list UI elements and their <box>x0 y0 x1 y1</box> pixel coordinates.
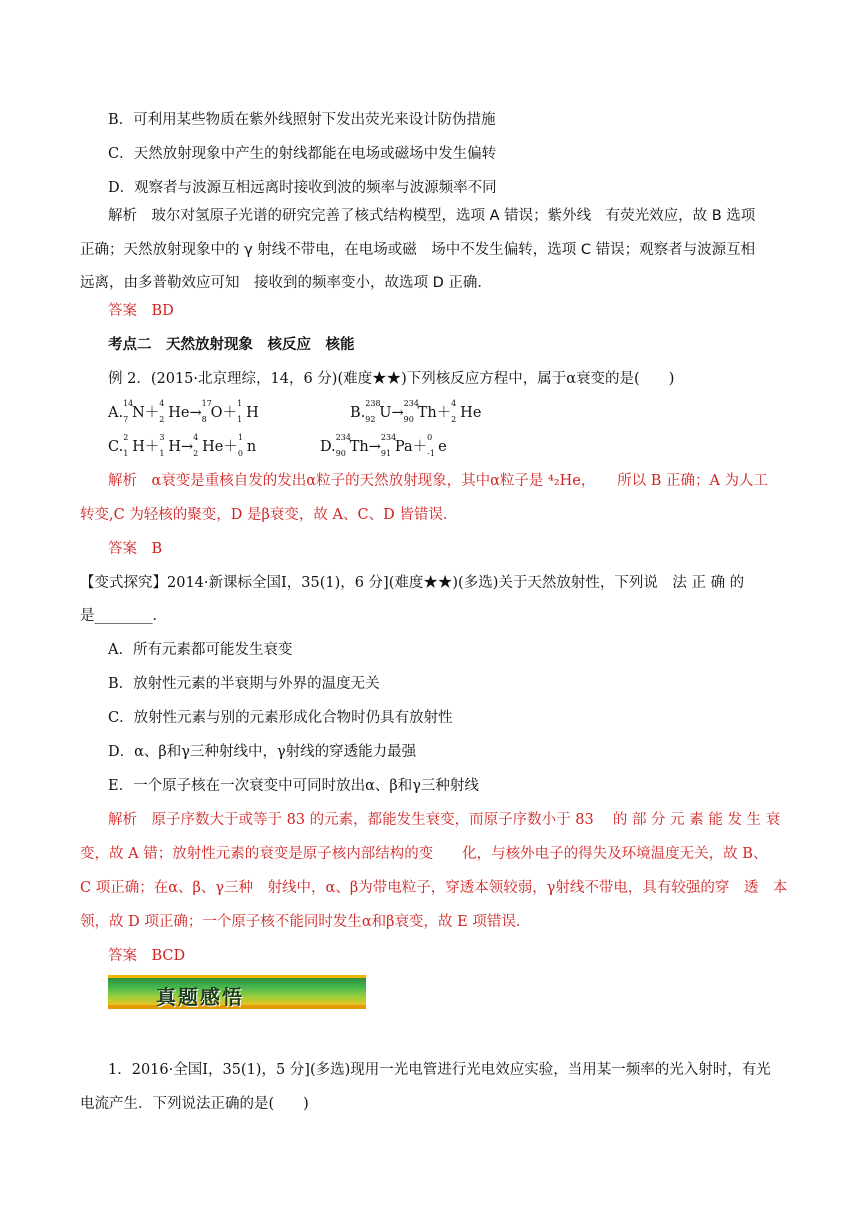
example-2-question: 例 2．(2015·北京理综，14，6 分)(难度★★)下列核反应方程中，属于α衰变的是( ) <box>108 371 675 387</box>
question-1-line-2: 电流产生．下列说法正确的是( ) <box>80 1096 309 1112</box>
option-b-line: B．可利用某些物质在紫外线照射下发出荧光来设计防伪措施 <box>108 112 496 128</box>
answer-3: 答案 BCD <box>108 948 186 964</box>
variant-option-d: D．α、β和γ三种射线中，γ射线的穿透能力最强 <box>108 744 417 760</box>
example-2-option-b: B. 238 92 U→ 234 90 Th＋ 4 2 He <box>350 399 482 424</box>
analysis-3-line-2: 变，故 A 错；放射性元素的衰变是原子核内部结构的变 化，与核外电子的得失及环境温度无关，故 B、 <box>80 846 768 862</box>
example-2-option-c: C. 2 1 H＋ 3 1 H→ 4 2 He＋ 1 0 n <box>108 433 257 458</box>
analysis-3-line-1: 解析 原子序数大于或等于 83 的元素，都能发生衰变，而原子序数小于 83 的 部 分 元 素 能 发 生 衰 <box>108 812 781 828</box>
analysis-3-line-4: 领，故 D 项正确；一个原子核不能同时发生α和β衰变，故 E 项错误． <box>80 914 531 930</box>
banner-label: 真题感悟 <box>156 985 244 1009</box>
analysis-1-line-2: 正确；天然放射现象中的 γ 射线不带电，在电场或磁 场中不发生偏转，选项 C 错误；观察者与波源互相 <box>80 242 756 258</box>
option-c-line: C．天然放射现象中产生的射线都能在电场或磁场中发生偏转 <box>108 146 497 162</box>
example-2-option-a: A. 14 7 N＋ 4 2 He→ 17 8 O＋ 1 1 H <box>108 399 259 424</box>
analysis-3-line-3: C 项正确；在α、β、γ三种 射线中，α、β为带电粒子，穿透本领较弱，γ射线不带电，具有较强的穿 透 本 <box>80 880 788 896</box>
example-2-option-d: D. 234 90 Th→ 234 91 Pa＋ 0 -1 e <box>320 433 447 458</box>
section-title: 考点二 天然放射现象 核反应 核能 <box>108 336 355 353</box>
question-1-line-1: 1．2016·全国Ⅰ，35(1)，5 分](多选)现用一光电管进行光电效应实验，当用某一频率的光入射时，有光 <box>108 1062 771 1078</box>
variant-option-e: E．一个原子核在一次衰变中可同时放出α、β和γ三种射线 <box>108 778 479 794</box>
section-banner <box>108 975 366 1009</box>
variant-question-line-1: 【变式探究】2014·新课标全国Ⅰ，35(1)，6 分](难度★★)(多选)关于天然放射性，下列说 法 正 确 的 <box>80 575 745 591</box>
answer-1: 答案 BD <box>108 303 174 319</box>
analysis-1-line-1: 解析 玻尔对氢原子光谱的研究完善了核式结构模型，选项 A 错误；紫外线 有荧光效应，故 B 选项 <box>108 208 756 224</box>
variant-question-line-2: 是________． <box>80 608 167 624</box>
analysis-2-line-1: 解析 α衰变是重核自发的发出α粒子的天然放射现象，其中α粒子是 ⁴₂He， 所以 B 正确；A 为人工 <box>108 473 769 489</box>
analysis-2-line-2: 转变,C 为轻核的聚变，D 是β衰变，故 A、C、D 皆错误． <box>80 507 458 523</box>
variant-option-a: A．所有元素都可能发生衰变 <box>108 642 293 658</box>
variant-option-b: B．放射性元素的半衰期与外界的温度无关 <box>108 676 380 692</box>
analysis-1-line-3: 远离，由多普勒效应可知 接收到的频率变小，故选项 D 正确． <box>80 275 492 291</box>
answer-2: 答案 B <box>108 541 163 557</box>
option-d-line: D．观察者与波源互相远离时接收到波的频率与波源频率不同 <box>108 180 497 196</box>
variant-option-c: C．放射性元素与别的元素形成化合物时仍具有放射性 <box>108 710 453 726</box>
